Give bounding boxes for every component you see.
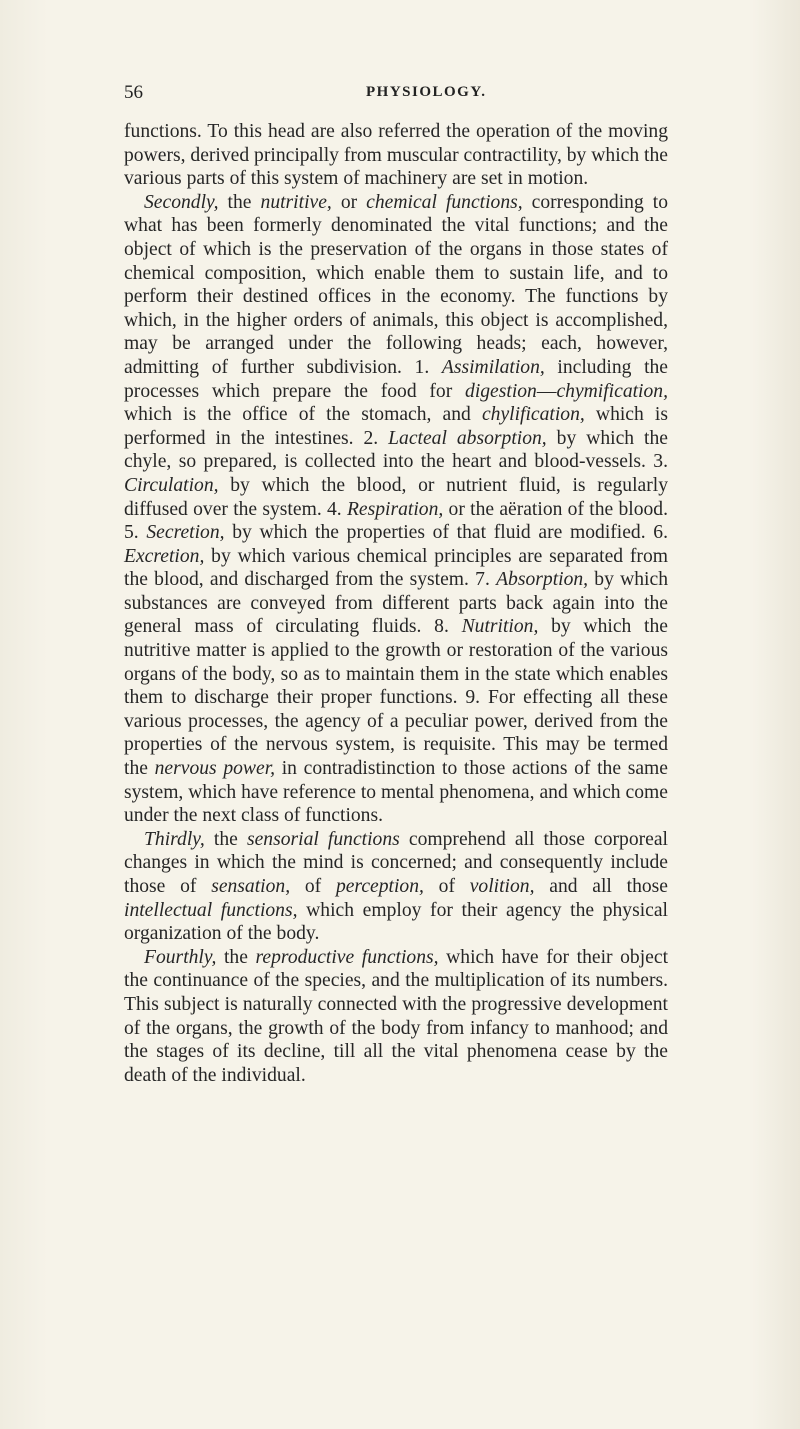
italic-term: Fourthly, xyxy=(144,946,217,968)
italic-term: intellectual functions, xyxy=(124,899,298,921)
text-run: in contradistinction to those actions of the same system, which have reference to mental phenomena, and which come under the next class of functions. xyxy=(124,758,668,827)
text-run: including the processes which prepare the food for xyxy=(124,356,669,402)
running-head: PHYSIOLOGY. xyxy=(366,84,487,100)
italic-term: Respiration, xyxy=(346,498,444,520)
paragraph-thirdly xyxy=(124,828,668,946)
text-run: by which the blood, or nutrient fluid, is regularly diffused over the system. 4. xyxy=(124,474,668,520)
text-run: which have for their object the continuance of the species, and the multiplication of its numbers. This subject is naturally connected with the progressive development of the organs, the growth of the body from infancy to manhood; and the stages of its decline, till all the vital phenomena cease by the death of the individual. xyxy=(124,946,669,1086)
italic-term: Nutrition, xyxy=(461,616,539,638)
italic-term: volition, xyxy=(469,876,535,897)
italic-term: Excretion, xyxy=(124,545,205,567)
italic-term: Secretion, xyxy=(146,522,225,544)
text-run: by which various chemical principles are separated from the blood, and discharged from the system. 7. xyxy=(124,545,668,591)
text-run: corresponding to what has been formerly denominated the vital functions; and the object of which is the preservation of the organs in those states of chemical composition, which enable them to sustain life, and to perform their destined offices in the economy. The functions by which, in the higher orders of animals, this object is accomplished, may be arranged under the following heads; each, however, admitting of further subdivision. 1. xyxy=(124,191,669,378)
italic-term: nervous power, xyxy=(154,758,276,780)
text-run: — xyxy=(536,380,557,402)
text-run: which employ for their agency the physical organization of the body. xyxy=(124,899,668,945)
italic-term: Absorption, xyxy=(496,569,589,591)
italic-term: chylification, xyxy=(481,404,585,426)
text-run: by which the properties of that fluid are modified. 6. xyxy=(224,522,668,544)
text-run: functions. To this head are also referred the operation of the moving powers, derived principally from muscular contractility, by which the various parts of this system of machinery are set in motion. xyxy=(124,121,668,190)
paragraph-continuation xyxy=(124,120,668,191)
text-run: or the aëration of the blood. 5. xyxy=(124,498,668,544)
text-run: comprehend all those corporeal changes in which the mind is concerned; and consequently include those of xyxy=(124,828,668,897)
italic-term: Thirdly, xyxy=(144,828,205,850)
text-run: of xyxy=(290,876,336,897)
italic-term: sensation, xyxy=(211,876,291,897)
text-run: which is the office of the stomach, and xyxy=(124,404,482,426)
text-run: the xyxy=(216,946,256,968)
italic-term: Secondly, xyxy=(144,191,219,213)
text-run: by which the nutritive matter is applied to the growth or restoration of the various organs of the body, so as to maintain them in the state which enables them to discharge their proper functions. 9. For effecting all these various processes, the agency of a peculiar power, derived from the properties of the nervous system, is requisite. This may be termed the xyxy=(124,616,668,780)
italic-term: perception, xyxy=(335,876,424,897)
text-run: by which the chyle, so prepared, is collected into the heart and blood-vessels. 3. xyxy=(124,427,668,473)
paragraph-fourthly xyxy=(124,946,668,1088)
italic-term: nutritive, xyxy=(260,191,332,213)
italic-term: Assimilation, xyxy=(441,356,545,378)
text-run: the xyxy=(204,828,247,850)
body-text xyxy=(124,120,668,1087)
italic-term: Circulation, xyxy=(124,474,219,496)
text-run: which is performed in the intestines. 2. xyxy=(124,404,668,449)
italic-term: Lacteal absorption, xyxy=(388,427,547,449)
italic-term: sensorial functions xyxy=(246,828,400,850)
page-header xyxy=(124,82,668,106)
paragraph-secondly xyxy=(124,191,668,828)
text-run: of xyxy=(423,876,470,897)
page-number: 56 xyxy=(124,82,143,103)
italic-term: digestion xyxy=(465,380,537,402)
italic-term: chymification, xyxy=(556,380,668,402)
text-run: and all those xyxy=(534,876,668,897)
text-run: the xyxy=(218,191,261,213)
italic-term: chemical functions, xyxy=(366,191,523,213)
italic-term: reproductive functions, xyxy=(255,946,439,968)
text-run: or xyxy=(331,191,367,213)
text-run: by which substances are conveyed from different parts back again into the general mass of circulating fluids. 8. xyxy=(124,569,668,638)
